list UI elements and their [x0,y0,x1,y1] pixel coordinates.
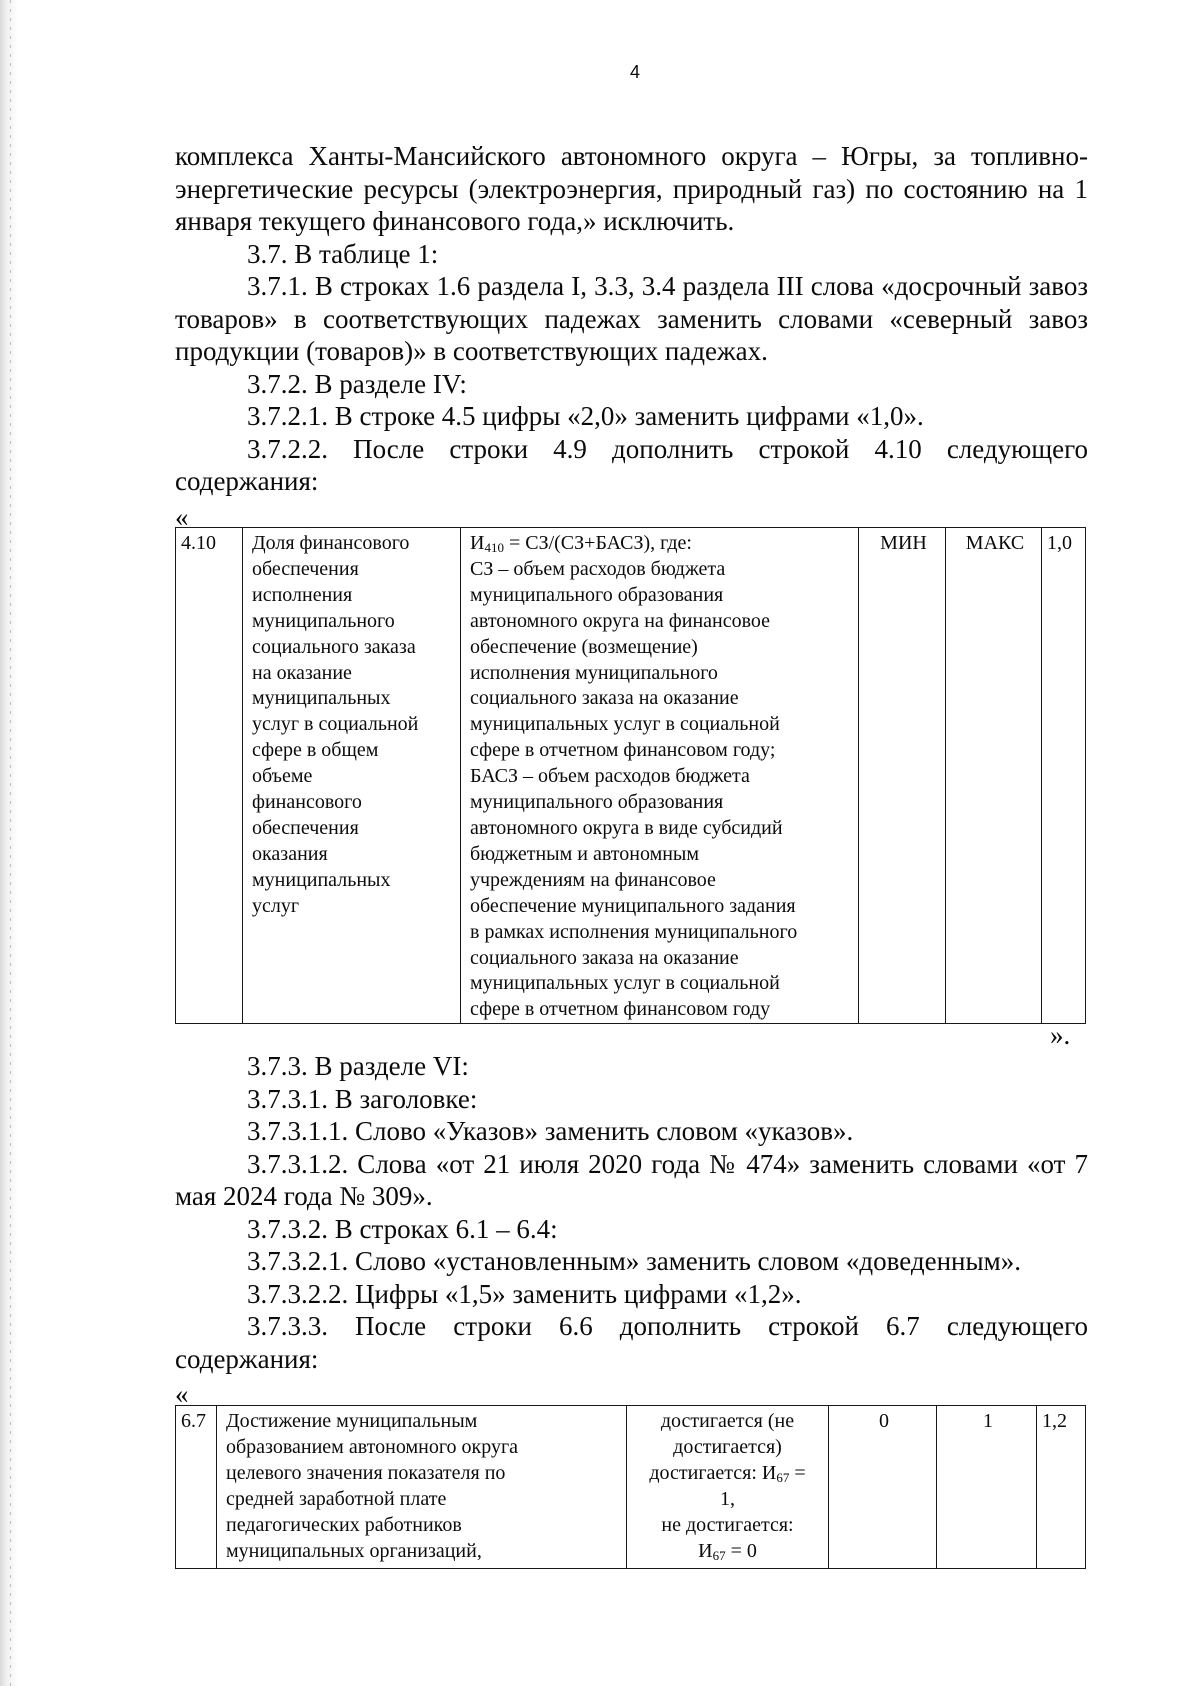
condition-line: достигается (не [660,1410,795,1432]
formula-line: бюджетным и автономным [470,842,700,865]
amendments-text-bottom [175,1050,1088,1375]
formula-line: автономного округа на финансовое [470,609,771,632]
condition-text: достигается: И [649,1461,777,1484]
name-line: услуг [252,894,300,917]
min-value: 0 [829,1406,937,1569]
name-line: Доля финансового [252,532,410,554]
condition-line: достигается) [673,1435,782,1458]
formula-line: учреждениям на финансовое [470,868,716,891]
name-line: муниципальных [252,687,391,710]
item-3-7-3-1: 3.7.3.1. В заголовке: [247,1083,478,1114]
name-line: целевого значения показателя по [226,1461,506,1484]
indicator-name [243,528,461,1024]
name-line: исполнения [252,583,353,606]
formula-line: муниципального образования [470,583,724,606]
indicator-table-4-10 [175,527,1086,1024]
formula-line: сфере в отчетном финансовом году; [470,739,776,762]
open-quote: « [175,1379,189,1409]
calculation-formula [461,528,859,1024]
max-value: МАКС [946,528,1042,1024]
weight-value: 1,0 [1042,528,1086,1024]
amendments-text-top [175,140,1088,498]
row-number: 6.7 [176,1406,217,1569]
item-3-7: 3.7. В таблице 1: [247,238,439,269]
condition-subscript: 67 [776,1469,790,1485]
name-line: образованием автономного округа [226,1435,519,1458]
table-row [176,528,1086,1024]
condition-text: = [789,1461,806,1484]
item-3-7-1: 3.7.1. В строках 1.6 раздела I, 3.3, 3.4 раздела III слова «досрочный завоз товаров» в соответствующих падежах заменить словами «северный завоз продукции (товаров)» в соответствующих падежах. [175,271,1088,366]
name-line: сфере в общем [252,739,379,762]
formula-line: муниципальных услуг в социальной [470,713,780,736]
name-line: педагогических работников [226,1513,462,1536]
condition-line: 1, [720,1487,735,1510]
max-value: 1 [937,1406,1037,1569]
condition-line: не достигается: [661,1513,794,1536]
name-line: социального заказа [252,635,416,658]
condition-subscript: 67 [712,1547,726,1563]
condition-text: И [698,1539,713,1562]
name-line: услуг в социальной [252,713,419,736]
item-3-7-3-3: 3.7.3.3. После строки 6.6 дополнить строкой 6.7 следующего содержания: [175,1311,1088,1374]
indicator-table-6-7 [175,1405,1086,1569]
item-3-7-2: 3.7.2. В разделе IV: [247,368,467,399]
item-3-7-3: 3.7.3. В разделе VI: [247,1051,469,1081]
row-number: 4.10 [176,528,243,1024]
formula-line: в рамках исполнения муниципального [470,920,798,943]
condition-line [631,1539,824,1565]
item-3-7-3-2-2: 3.7.3.2.2. Цифры «1,5» заменить цифрами «1,2». [247,1278,802,1309]
item-3-7-3-1-1: 3.7.3.1.1. Слово «Указов» заменить словом «указов». [247,1116,854,1146]
open-quote: « [175,502,189,532]
weight-value: 1,2 [1037,1406,1086,1569]
formula-line: муниципальных услуг в социальной [470,972,780,995]
name-line: оказания [252,842,328,865]
item-3-7-2-1: 3.7.2.1. В строке 4.5 цифры «2,0» заменить цифрами «1,0». [247,401,924,431]
formula-line: СЗ – объем расходов бюджета [470,557,726,580]
name-line: обеспечения [252,816,359,839]
formula-line: исполнения муниципального [470,661,718,684]
table-row [176,1406,1086,1569]
close-quote: ». [1050,1020,1071,1050]
name-line: обеспечения [252,557,359,580]
formula-line: БАСЗ – объем расходов бюджета [470,765,750,788]
min-value: МИН [859,528,946,1024]
formula-line: сфере в отчетном финансовом году [470,998,771,1021]
name-line: объеме [252,765,313,788]
formula-line: обеспечение муниципального задания [470,894,796,917]
item-3-7-3-2: 3.7.3.2. В строках 6.1 – 6.4: [247,1213,558,1244]
achievement-condition [627,1406,829,1569]
name-line: финансового [252,791,362,814]
name-line: на оказание [252,661,352,684]
page-number: 4 [629,62,640,82]
name-line: Достижение муниципальным [226,1410,478,1432]
intro-paragraph: комплекса Ханты-Мансийского автономного округа – Югры, за топливно-энергетические ресурсы (электроэнергия, природный газ) по состоянию на 1 января текущего финансового года,» исключить. [175,141,1088,236]
formula-subscript: 410 [484,540,504,555]
formula-line: автономного округа в виде субсидий [470,816,783,839]
item-3-7-3-1-2: 3.7.3.1.2. Слова «от 21 июля 2020 года № 474» заменить словами «от 7 мая 2024 года № 309». [175,1148,1088,1211]
scan-edge [0,0,18,1686]
formula-symbol: И [470,532,485,554]
item-3-7-3-2-1: 3.7.3.2.1. Слово «установленным» заменить словом «доведенным». [247,1246,1021,1276]
formula-line: социального заказа на оказание [470,687,739,710]
name-line: муниципальных организаций, [226,1539,482,1562]
formula-rest: = СЗ/(СЗ+БАСЗ), где: [503,532,692,554]
condition-text: = 0 [725,1539,757,1562]
formula-line: обеспечение (возмещение) [470,635,698,658]
name-line: средней заработной плате [226,1487,447,1510]
item-3-7-2-2: 3.7.2.2. После строки 4.9 дополнить строкой 4.10 следующего содержания: [175,433,1088,496]
formula-header [470,531,852,557]
formula-line: муниципального образования [470,791,724,814]
condition-line [631,1461,824,1487]
indicator-name [217,1406,627,1569]
name-line: муниципальных [252,868,391,891]
formula-line: социального заказа на оказание [470,946,739,969]
name-line: муниципального [252,609,395,632]
